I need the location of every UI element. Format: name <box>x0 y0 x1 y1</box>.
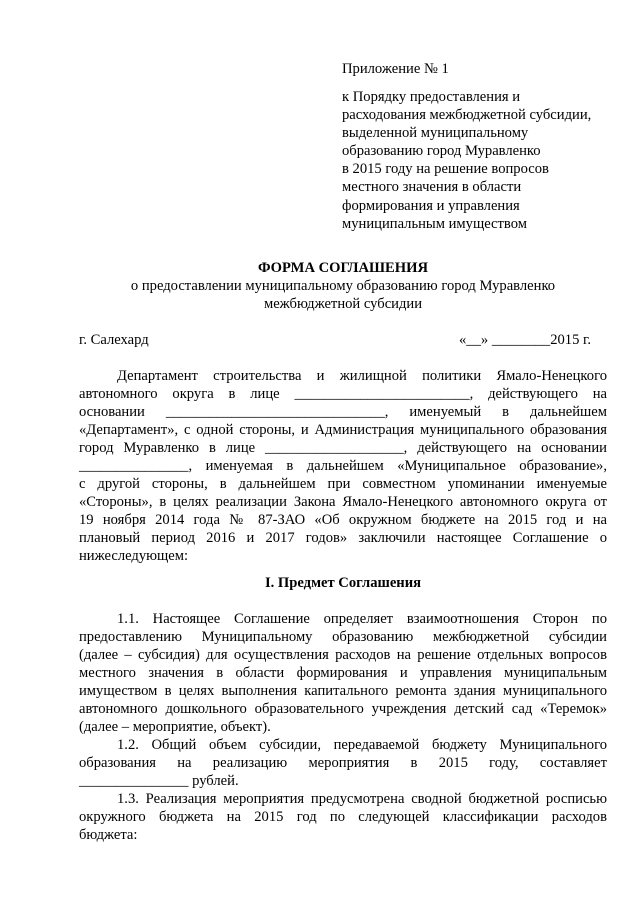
p12-line: 1.2. Общий объем субсидии, передаваемой бюджету Муниципального <box>117 737 607 753</box>
appendix-line: формирования и управления <box>342 197 520 214</box>
place: г. Салехард <box>79 332 149 348</box>
intro-line: «Департамент», с одной стороны, и Администрация муниципального образования <box>79 422 607 438</box>
p11-line: имуществом в целях выполнения капитального ремонта здания муниципального <box>79 683 607 699</box>
intro-line: «Стороны», в целях реализации Закона Ямало-Ненецкого автономного округа от <box>79 494 607 510</box>
date-field: «__» ________2015 г. <box>459 332 592 348</box>
form-subtitle-2: межбюджетной субсидии <box>263 296 423 312</box>
form-title: ФОРМА СОГЛАШЕНИЯ <box>257 260 429 276</box>
p11-line: (далее – мероприятие, объект). <box>79 719 271 735</box>
intro-line: Департамент строительства и жилищной политики Ямало-Ненецкого <box>117 368 607 384</box>
p13-line: бюджета: <box>79 827 138 843</box>
appendix-line: расходования межбюджетной субсидии, <box>342 107 592 124</box>
paragraph-1-2 <box>79 736 607 790</box>
appendix-text <box>342 88 591 233</box>
appendix-line: муниципальным имуществом <box>342 215 527 232</box>
p12-line: образования на реализацию мероприятия в 2015 году, составляет <box>79 755 607 771</box>
p13-line: окружного бюджета на 2015 год по следующей классификации расходов <box>79 809 607 825</box>
p11-line: автономного дошкольного образовательного учреждения детский сад «Теремок» <box>79 701 607 717</box>
appendix-line: к Порядку предоставления и <box>342 89 521 105</box>
intro-line: плановый период 2016 и 2017 годов» заключили настоящее Соглашение о <box>79 530 607 546</box>
intro-line: с другой стороны, в дальнейшем при совместном упоминании именуемые <box>79 476 607 492</box>
intro-line: _______________, именуемая в дальнейшем «Муниципальное образование», <box>79 458 607 474</box>
p11-line: (далее – субсидия) для осуществления расходов на решение отдельных вопросов <box>79 647 607 663</box>
p11-line: предоставлению Муниципальному образованию межбюджетной субсидии <box>79 629 607 645</box>
section-title: I. Предмет Соглашения <box>264 575 422 591</box>
intro-line: нижеследующем: <box>79 548 189 564</box>
intro-line: основании ______________________________, именуемый в дальнейшем <box>79 404 607 420</box>
intro-line: 19 ноября 2014 года № 87-ЗАО «Об окружном бюджете на 2015 год и на <box>79 512 607 528</box>
p11-line: 1.1. Настоящее Соглашение определяет взаимоотношения Сторон по <box>117 611 607 627</box>
paragraph-1-1 <box>79 610 607 736</box>
form-subtitle-1: о предоставлении муниципальному образованию город Муравленко <box>130 278 556 294</box>
appendix-line: выделенной муниципальному <box>342 125 529 142</box>
intro-line: город Муравленко в лице ___________________, действующего на основании <box>79 440 607 456</box>
paragraph-1-3 <box>79 790 607 844</box>
appendix-line: в 2015 году на решение вопросов <box>342 161 549 178</box>
appendix-title: Приложение № 1 <box>342 61 449 77</box>
p11-line: местного значения в области формирования и управления муниципальным <box>79 665 607 681</box>
intro-paragraph <box>79 367 607 565</box>
intro-line: автономного округа в лице ________________________, действующего на <box>79 386 607 402</box>
appendix-line: образованию город Муравленко <box>342 143 541 160</box>
p12-line: _______________ рублей. <box>79 773 239 789</box>
appendix-line: местного значения в области <box>342 179 522 196</box>
p13-line: 1.3. Реализация мероприятия предусмотрена сводной бюджетной росписью <box>117 791 607 807</box>
